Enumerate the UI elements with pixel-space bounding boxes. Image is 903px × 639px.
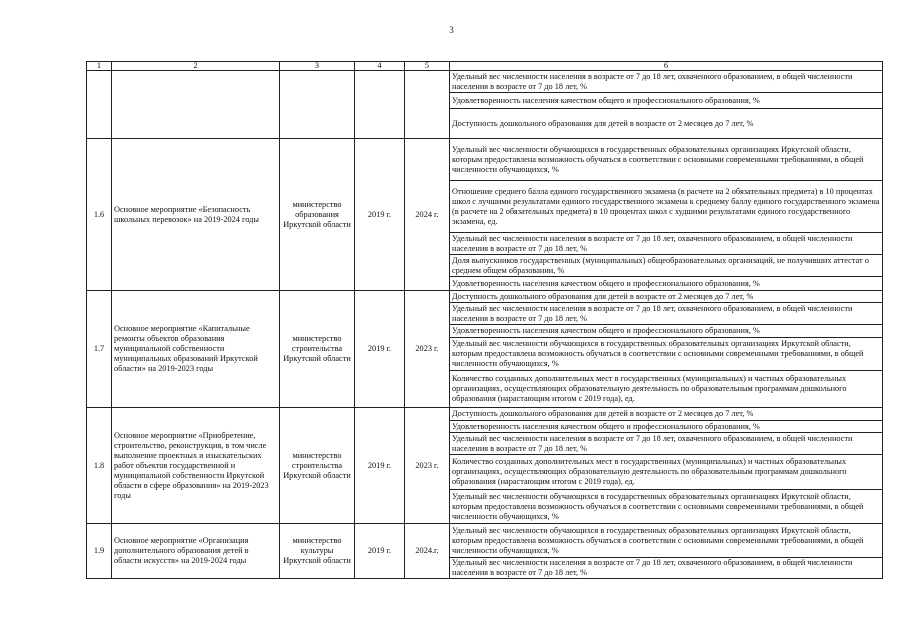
measure-name: Основное мероприятие «Капитальные ремонты объектов образования муниципальной собственности муниципальных образований Иркутской области» на 2019-2023 годы xyxy=(112,291,280,408)
indicator: Удовлетворенность населения качеством общего и профессионального образования, % xyxy=(450,277,883,291)
indicator: Доступность дошкольного образования для детей в возрасте от 2 месяцев до 7 лет, % xyxy=(450,109,883,139)
header-cell: 5 xyxy=(405,62,450,71)
table-row xyxy=(87,71,883,93)
indicator: Количество созданных дополнительных мест в государственных (муниципальных) и частных образовательных организациях, осуществляющих образовательную деятельность по образовательным программам дошкольного образования (нарастающим итогом с 2019 года), ед. xyxy=(450,371,883,408)
measure-name: Основное мероприятие «Организация дополнительного образования детей в области искусств» на 2019-2024 годы xyxy=(112,524,280,579)
table-row xyxy=(87,291,883,303)
page-number: 3 xyxy=(449,25,454,35)
measure-name xyxy=(112,71,280,139)
header-cell: 2 xyxy=(112,62,280,71)
program-measures-table xyxy=(86,61,883,579)
table-row xyxy=(87,408,883,421)
executor: министерство образования Иркутской области xyxy=(280,139,355,291)
header-cell: 3 xyxy=(280,62,355,71)
row-number: 1.9 xyxy=(87,524,112,579)
executor: министерство строительства Иркутской области xyxy=(280,408,355,524)
start-year: 2019 г. xyxy=(355,139,405,291)
indicator: Удельный вес численности обучающихся в государственных образовательных организациях Иркутской области, которым предоставлена возможность обучаться в соответствии с основными современными требованиями, в общей численности обучающихся, % xyxy=(450,338,883,371)
indicator: Доступность дошкольного образования для детей в возрасте от 2 месяцев до 7 лет, % xyxy=(450,291,883,303)
header-cell: 1 xyxy=(87,62,112,71)
indicator: Доступность дошкольного образования для детей в возрасте от 2 месяцев до 7 лет, % xyxy=(450,408,883,421)
indicator: Удельный вес численности обучающихся в государственных образовательных организациях Иркутской области, которым предоставлена возможность обучаться в соответствии с основными современными требованиями, в общей численности обучающихся, % xyxy=(450,139,883,181)
indicator: Удовлетворенность населения качеством общего и профессионального образования, % xyxy=(450,325,883,338)
table-row xyxy=(87,139,883,181)
indicator: Удовлетворенность населения качеством общего и профессионального образования, % xyxy=(450,93,883,109)
indicator: Удельный вес численности населения в возрасте от 7 до 18 лет, охваченного образованием, в общей численности населения в возрасте от 7 до 18 лет, % xyxy=(450,71,883,93)
end-year xyxy=(405,71,450,139)
table-row xyxy=(87,524,883,558)
start-year: 2019 г. xyxy=(355,291,405,408)
measure-name: Основное мероприятие «Безопасность школьных перевозок» на 2019-2024 годы xyxy=(112,139,280,291)
header-cell: 4 xyxy=(355,62,405,71)
indicator: Отношение среднего балла единого государственного экзамена (в расчете на 2 обязательных предмета) в 10 процентах школ с лучшими результатами единого государственного экзамена к среднему баллу единого государственного экзамена (в расчете на 2 обязательных предмета) в 10 процентах школ с худшими результатами единого государственного экзамена, ед. xyxy=(450,181,883,233)
header-cell: 6 xyxy=(450,62,883,71)
indicator: Удельный вес численности населения в возрасте от 7 до 18 лет, охваченного образованием, в общей численности населения в возрасте от 7 до 18 лет, % xyxy=(450,233,883,255)
table-header-row xyxy=(87,62,883,71)
indicator: Удельный вес численности населения в возрасте от 7 до 18 лет, охваченного образованием, в общей численности населения в возрасте от 7 до 18 лет, % xyxy=(450,433,883,455)
row-number: 1.7 xyxy=(87,291,112,408)
indicator: Удельный вес численности населения в возрасте от 7 до 18 лет, охваченного образованием, в общей численности населения в возрасте от 7 до 18 лет, % xyxy=(450,558,883,579)
executor xyxy=(280,71,355,139)
executor: министерство строительства Иркутской области xyxy=(280,291,355,408)
indicator: Количество созданных дополнительных мест в государственных (муниципальных) и частных образовательных организациях, осуществляющих образовательную деятельность по образовательным программам дошкольного образования (нарастающим итогом с 2019 года), ед. xyxy=(450,455,883,490)
indicator: Удовлетворенность населения качеством общего и профессионального образования, % xyxy=(450,421,883,433)
start-year xyxy=(355,71,405,139)
measure-name: Основное мероприятие «Приобретение, строительство, реконструкция, в том числе выполнение проектных и изыскательских работ объектов государственной и муниципальной собственности Иркутской области в сфере образования» на 2019-2023 годы xyxy=(112,408,280,524)
indicator: Удельный вес численности обучающихся в государственных образовательных организациях Иркутской области, которым предоставлена возможность обучаться в соответствии с основными современными требованиями, в общей численности обучающихся, % xyxy=(450,490,883,524)
end-year: 2024 г. xyxy=(405,139,450,291)
indicator: Удельный вес численности обучающихся в государственных образовательных организациях Иркутской области, которым предоставлена возможность обучаться в соответствии с основными современными требованиями, в общей численности обучающихся, % xyxy=(450,524,883,558)
row-number: 1.8 xyxy=(87,408,112,524)
end-year: 2023 г. xyxy=(405,408,450,524)
end-year: 2024.г. xyxy=(405,524,450,579)
indicator: Удельный вес численности населения в возрасте от 7 до 18 лет, охваченного образованием, в общей численности населения в возрасте от 7 до 18 лет, % xyxy=(450,303,883,325)
row-number: 1.6 xyxy=(87,139,112,291)
start-year: 2019 г. xyxy=(355,408,405,524)
start-year: 2019 г. xyxy=(355,524,405,579)
end-year: 2023 г. xyxy=(405,291,450,408)
indicator: Доля выпускников государственных (муниципальных) общеобразовательных организаций, не получивших аттестат о среднем общем образовании, % xyxy=(450,255,883,277)
row-number xyxy=(87,71,112,139)
executor: министерство культуры Иркутской области xyxy=(280,524,355,579)
